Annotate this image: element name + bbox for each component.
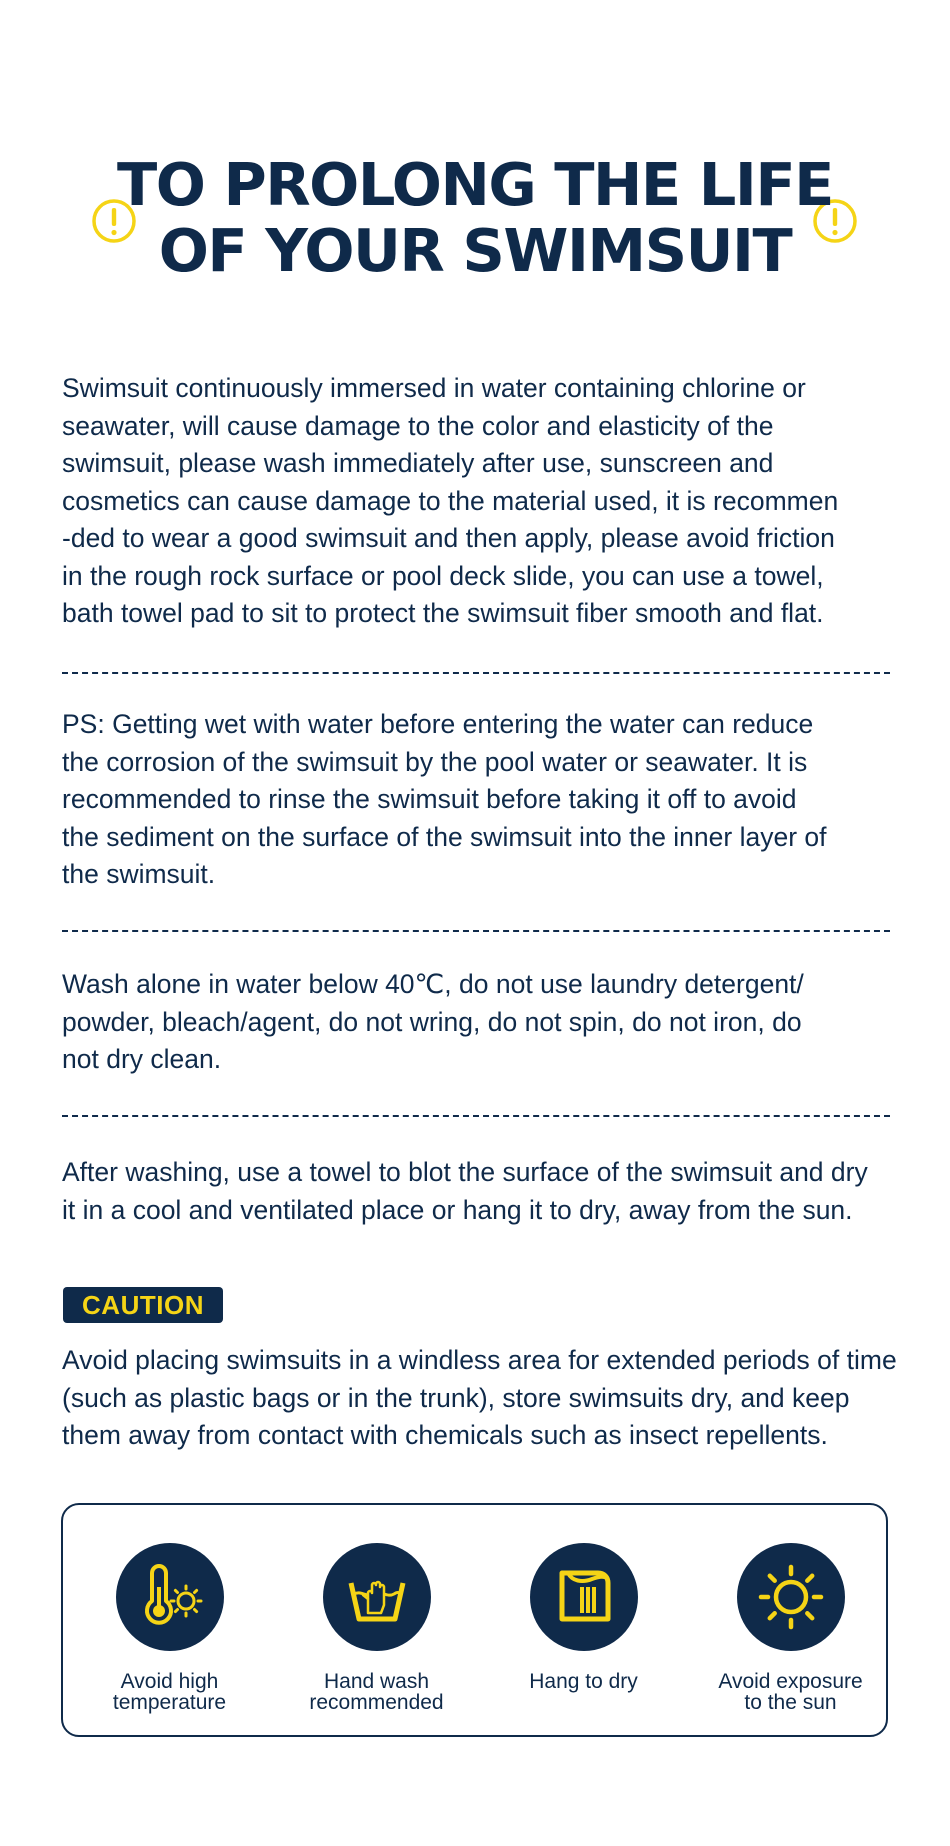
dashed-divider [62,672,890,674]
care-label: Avoid high temperature [112,1670,227,1714]
care-item-hand-wash [273,1543,480,1713]
ps-note-paragraph: PS: Getting wet with water before entering the water can reduce the corrosion of the swimsuit by the pool water or seawater. It is recommended to rinse the swimsuit before taking it off to avoid the sediment on the surface of the swimsuit into the inner layer of the swimsuit. [62,709,827,889]
care-item-hang-to-dry [480,1543,687,1692]
drying-instructions-paragraph: After washing, use a towel to blot the surface of the swimsuit and dry it in a cool and ventilated place or hang it to dry, away from the sun. [62,1157,868,1225]
page-title: TO PROLONG THE LIFE OF YOUR SWIMSUIT [117,150,833,285]
care-icon-badge [737,1543,845,1651]
hang-dry-icon [548,1561,620,1633]
care-icon-badge [530,1543,638,1651]
hand-wash-basin-icon [341,1561,413,1633]
dashed-divider [62,930,890,932]
page-title-block [0,152,950,284]
care-item-avoid-high-temperature [66,1543,273,1713]
wash-instructions-paragraph: Wash alone in water below 40℃, do not use laundry detergent/ powder, bleach/agent, do not wring, do not spin, do not iron, do not dry clean. [62,969,804,1074]
care-icons-panel [61,1503,888,1737]
care-label: Hand wash recommended [309,1670,444,1714]
care-label: Hang to dry [529,1670,638,1693]
thermometer-sun-icon [134,1561,206,1633]
care-icon-badge [323,1543,431,1651]
care-intro-paragraph: Swimsuit continuously immersed in water containing chlorine or seawater, will cause damage to the color and elasticity of the swimsuit, please wash immediately after use, sunscreen and cosmetics can cause damage to the material used, it is recommen -ded to wear a good swimsuit and then apply, please avoid friction in the rough rock surface or pool deck slide, you can use a towel, bath towel pad to sit to protect the swimsuit fiber smooth and flat. [62,373,839,628]
caution-paragraph: Avoid placing swimsuits in a windless area for extended periods of time (such as plastic bags or in the trunk), store swimsuits dry, and keep them away from contact with chemicals such as insect repellents. [62,1345,897,1450]
care-item-avoid-sun [687,1543,894,1713]
care-label: Avoid exposure to the sun [718,1670,863,1714]
dashed-divider [62,1115,890,1117]
care-icon-badge [116,1543,224,1651]
caution-badge: CAUTION [63,1287,223,1323]
sun-icon [755,1561,827,1633]
